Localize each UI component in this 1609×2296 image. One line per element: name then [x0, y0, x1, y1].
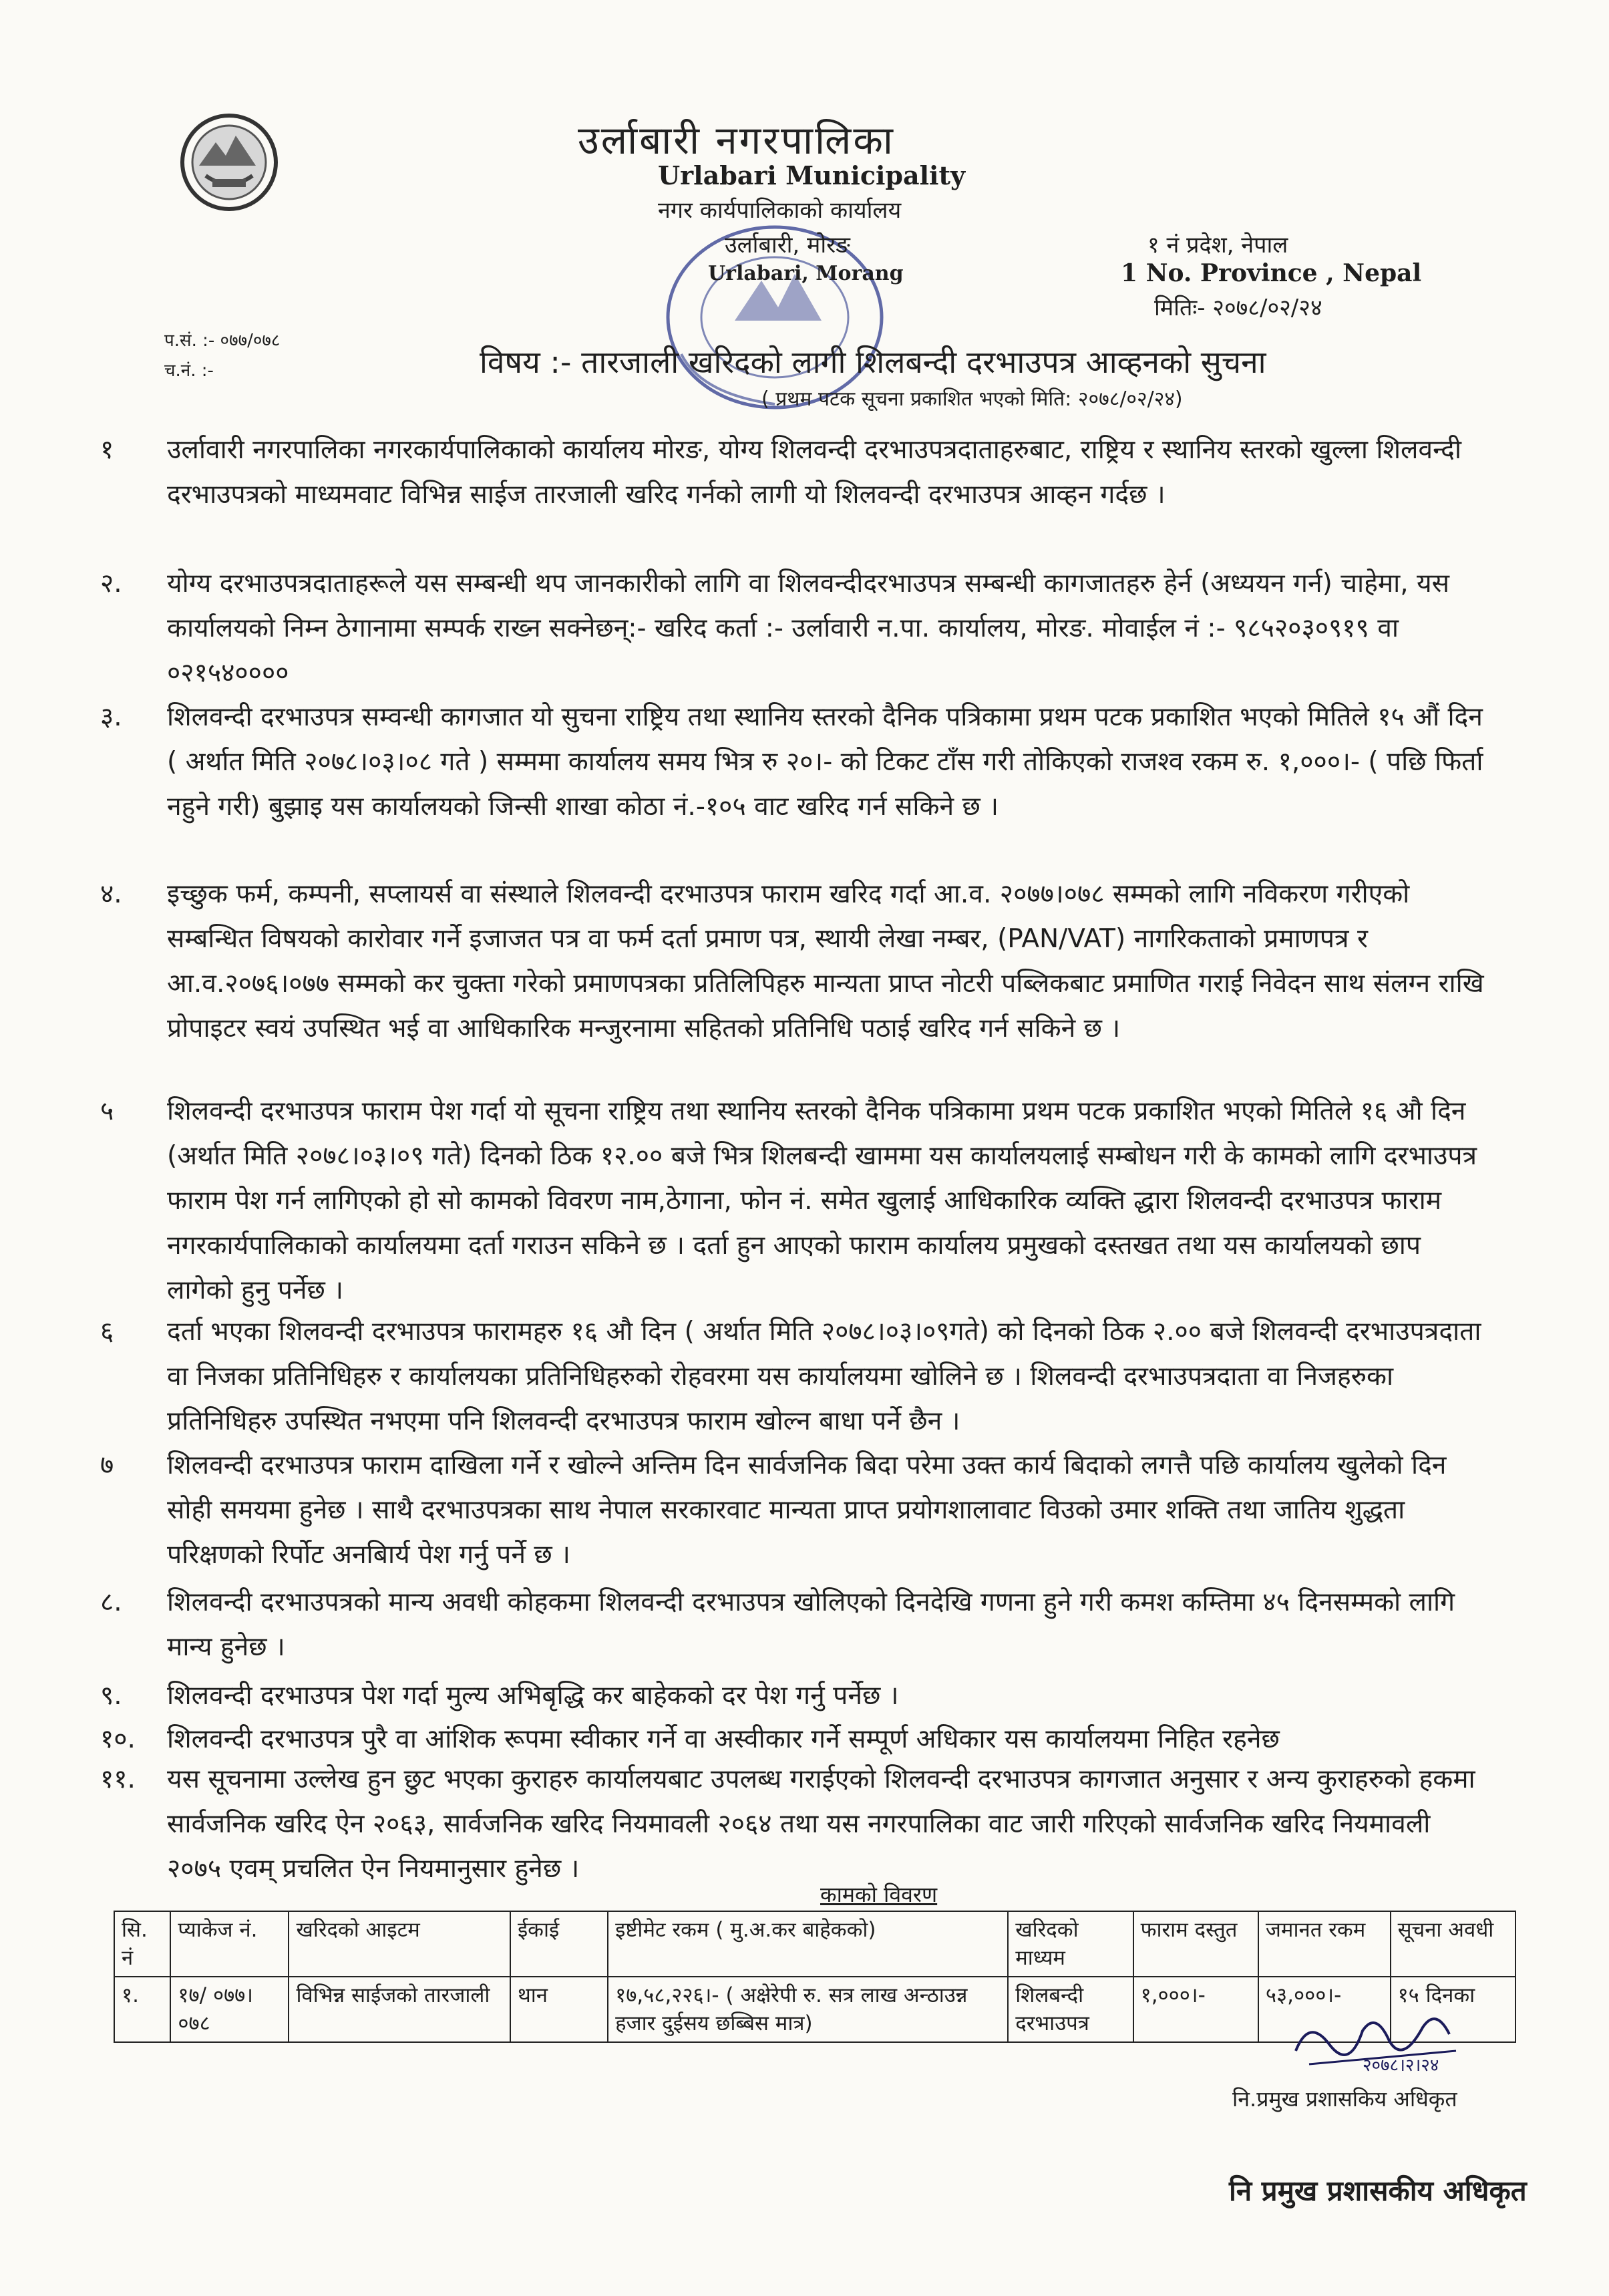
cell-bid-security: ५३,०००।- — [1258, 1977, 1391, 2042]
municipality-name-nepali: उर्लाबारी नगरपालिका — [578, 118, 895, 163]
clause-5 — [100, 1089, 1489, 1313]
clause-2 — [100, 561, 1489, 695]
header-bid-security: जमानत रकम — [1258, 1911, 1391, 1977]
clause-number: ६ — [100, 1317, 114, 1347]
clause-8 — [100, 1580, 1489, 1669]
clause-text: शिलवन्दी दरभाउपत्र पुरै वा आंशिक रूपमा स्वीकार गर्ने वा अस्वीकार गर्ने सम्पूर्ण अधिकार यस कार्यालयमा निहित रहनेछ — [167, 1724, 1280, 1754]
clause-text: शिलवन्दी दरभाउपत्र पेश गर्दा मुल्य अभिबृद्धि कर बाहेकको दर पेश गर्नु पर्नेछ । — [167, 1681, 899, 1711]
clause-6 — [100, 1309, 1489, 1444]
header-package: प्याकेज नं. — [170, 1911, 289, 1977]
first-publication-date: ( प्रथम पटक सूचना प्रकाशित भएको मिति: २०७८/०२/२४) — [761, 387, 1183, 411]
signatory-stamp: नि प्रमुख प्रशासकीय अधिकृत — [1229, 2174, 1527, 2207]
cell-form-fee: १,०००।- — [1133, 1977, 1258, 2042]
handwritten-signature — [1282, 2004, 1483, 2078]
header-estimate: इष्टीमेट रकम ( मु.अ.कर बाहेकको) — [608, 1911, 1008, 1977]
clause-number: ८. — [100, 1587, 122, 1617]
location-english: Urlabari, Morang — [708, 262, 904, 285]
clause-number: १ — [100, 435, 114, 465]
clause-number: ९. — [100, 1681, 122, 1711]
header-item: खरिदको आइटम — [289, 1911, 510, 1977]
header-method: खरिदको माध्यम — [1008, 1911, 1133, 1977]
letter-reference-number: प.सं. :- ०७७/०७८ — [164, 331, 281, 351]
clause-11 — [100, 1757, 1489, 1891]
clause-7 — [100, 1443, 1489, 1577]
clause-number: ११. — [100, 1764, 136, 1794]
cell-package: १७/ ०७७।०७८ — [170, 1977, 289, 2042]
clause-number: ७ — [100, 1450, 114, 1480]
cell-unit: थान — [510, 1977, 608, 2042]
clause-10 — [100, 1717, 1489, 1762]
clause-text: शिलवन्दी दरभाउपत्रको मान्य अवधी कोहकमा शिलवन्दी दरभाउपत्र खोलिएको दिनदेखि गणना हुने गरी कमश कम्तिमा ४५ दिनसम्मको लागि मान्य हुनेछ । — [167, 1587, 1455, 1662]
clause-1 — [100, 428, 1489, 517]
clause-text: योग्य दरभाउपत्रदाताहरूले यस सम्बन्धी थप जानकारीको लागि वा शिलवन्दीदरभाउपत्र सम्बन्धी कागजातहरु हेर्न (अध्ययन गर्न) चाहेमा, यस कार्यालयको निम्न ठेगानामा सम्पर्क राख्न सक्नेछन्:- खरिद कर्ता :- उर्लावारी न.पा. कार्यालय, मोरङ. मोवाईल नं :- ९८५२०३०९१९ वा ०२१५४०००० — [167, 568, 1450, 688]
clause-text: उर्लावारी नगरपालिका नगरकार्यपालिकाको कार्यालय मोरङ, योग्य शिलवन्दी दरभाउपत्रदाताहरुबाट, राष्ट्रिय र स्थानिय स्तरको खुल्ला शिलवन्दी दरभाउपत्रको माध्यमवाट विभिन्न साईज तारजाली खरिद गर्नको लागी यो शिलवन्दी दरभाउपत्र आव्हन गर्दछ । — [167, 435, 1461, 510]
notice-subject: विषय :- तारजाली खरिदको लागी शिलबन्दी दरभाउपत्र आव्हनको सुचना — [480, 344, 1266, 380]
clause-text: शिलवन्दी दरभाउपत्र फाराम दाखिला गर्ने र खोल्ने अन्तिम दिन सार्वजनिक बिदा परेमा उक्त कार्य बिदाको लगत्तै पछि कार्यालय खुलेको दिन सोही समयमा हुनेछ । साथै दरभाउपत्रका साथ नेपाल सरकारवाट मान्यता प्राप्त प्रयोगशालावाट विउको उमार शक्ति तथा जातिय शुद्धता परिक्षणको रिर्पोट अनबिार्य पेश गर्नु पर्ने छ । — [167, 1450, 1447, 1570]
clause-text: शिलवन्दी दरभाउपत्र सम्वन्धी कागजात यो सुचना राष्ट्रिय तथा स्थानिय स्तरको दैनिक पत्रिकामा प्रथम पटक प्रकाशित भएको मितिले १५ औं दिन ( अर्थात मिति २०७८।०३।०८ गते ) सम्ममा कार्यालय समय भित्र रु २०।- को टिकट टाँस गरी तोकिएको राजश्व रकम रु. १,०००।- ( पछि फिर्ता नहुने गरी) बुझाइ यस कार्यालयको जिन्सी शाखा कोठा नं.-१०५ वाट खरिद गर्न सकिने छ । — [167, 702, 1483, 822]
signature-icon — [1282, 2004, 1483, 2078]
emblem-icon — [179, 112, 279, 212]
clause-number: १०. — [100, 1724, 136, 1754]
province-nepali: १ नं प्रदेश, नेपाल — [1147, 232, 1288, 259]
clause-number: ५ — [100, 1096, 114, 1126]
table-header-row — [114, 1911, 1515, 1977]
clause-9 — [100, 1673, 1489, 1718]
nepal-emblem-logo — [179, 112, 279, 212]
cell-serial: १. — [114, 1977, 170, 2042]
cell-estimate: १७,५८,२२६।- ( अक्षेरेपी रु. सत्र लाख अन्ठाउन्न हजार दुईसय छब्बिस मात्र) — [608, 1977, 1008, 2042]
dispatch-number: च.नं. :- — [164, 361, 214, 381]
clause-3 — [100, 695, 1489, 829]
table-caption: कामको विवरण — [820, 1882, 938, 1907]
cell-item: विभिन्न साईजको तारजाली — [289, 1977, 510, 2042]
header-unit: ईकाई — [510, 1911, 608, 1977]
header-notice-period: सूचना अवधी — [1391, 1911, 1515, 1977]
clause-number: २. — [100, 568, 122, 599]
clause-text: यस सूचनामा उल्लेख हुन छुट भएका कुराहरु कार्यालयबाट उपलब्ध गराईएको शिलवन्दी दरभाउपत्र कागजात अनुसार र अन्य कुराहरुको हकमा सार्वजनिक खरिद ऐन २०६३, सार्वजनिक खरिद नियमावली २०६४ तथा यस नगरपालिका वाट जारी गरिएको सार्वजनिक खरिद नियमावली २०७५ एवम् प्रचलित ऐन नियमानुसार हुनेछ । — [167, 1764, 1475, 1884]
signatory-title: नि.प्रमुख प्रशासकिय अधिकृत — [1232, 2086, 1457, 2112]
notice-date: मितिः- २०७८/०२/२४ — [1154, 295, 1322, 321]
clause-number: ४. — [100, 879, 122, 909]
header-form-fee: फाराम दस्तुत — [1133, 1911, 1258, 1977]
signature-date: २०७८।२।२४ — [1363, 2056, 1439, 2076]
cell-notice-period: १५ दिनका — [1391, 1977, 1515, 2042]
clause-text: इच्छुक फर्म, कम्पनी, सप्लायर्स वा संस्थाले शिलवन्दी दरभाउपत्र फाराम खरिद गर्दा आ.व. २०७७।०७८ सम्मको लागि नविकरण गरीएको सम्बन्धित विषयको कारोवार गर्ने इजाजत पत्र वा फर्म दर्ता प्रमाण पत्र, स्थायी लेखा नम्बर, (PAN/VAT) नागरिकताको प्रमाणपत्र र आ.व.२०७६।०७७ सम्मको कर चुक्ता गरेको प्रमाणपत्रका प्रतिलिपिहरु मान्यता प्राप्त नोटरी पब्लिकबाट प्रमाणित गराई निवेदन साथ संलग्न राखि प्रोपाइटर स्वयं उपस्थित भई वा आधिकारिक मन्जुरनामा सहितको प्रतिनिधि पठाई खरिद गर्न सकिने छ । — [167, 879, 1484, 1043]
cell-method: शिलबन्दी दरभाउपत्र — [1008, 1977, 1133, 2042]
clause-text: दर्ता भएका शिलवन्दी दरभाउपत्र फारामहरु १६ औ दिन ( अर्थात मिति २०७८।०३।०९गते) को दिनको ठिक २.०० बजे शिलवन्दी दरभाउपत्रदाता वा निजका प्रतिनिधिहरु र कार्यालयका प्रतिनिधिहरुको रोहवरमा यस कार्यालयमा खोलिने छ । शिलवन्दी दरभाउपत्रदाता वा निजहरुका प्रतिनिधिहरु उपस्थित नभएमा पनि शिलवन्दी दरभाउपत्र फाराम खोल्न बाधा पर्ने छैन । — [167, 1317, 1481, 1436]
province-english: 1 No. Province , Nepal — [1121, 259, 1422, 287]
location-nepali: उर्लाबारी, मोरङ — [725, 232, 850, 259]
header-serial: सि. नं — [114, 1911, 170, 1977]
municipality-name-english: Urlabari Municipality — [658, 160, 966, 190]
office-name: नगर कार्यपालिकाको कार्यालय — [658, 197, 902, 224]
clause-text: शिलवन्दी दरभाउपत्र फाराम पेश गर्दा यो सूचना राष्ट्रिय तथा स्थानिय स्तरको दैनिक पत्रिकामा प्रथम पटक प्रकाशित भएको मितिले १६ औ दिन (अर्थात मिति २०७८।०३।०९ गते) दिनको ठिक १२.०० बजे भित्र शिलबन्दी खाममा यस कार्यालयलाई सम्बोधन गरी के कामको लागि दरभाउपत्र फाराम पेश गर्न लागिएको हो सो कामको विवरण नाम,ठेगाना, फोन नं. समेत खुलाई आधिकारिक व्यक्ति द्धारा शिलवन्दी दरभाउपत्र फाराम नगरकार्यपालिकाको कार्यालयमा दर्ता गराउन सकिने छ । दर्ता हुन आएको फाराम कार्यालय प्रमुखको दस्तखत तथा यस कार्यालयको छाप लागेको हुनु पर्नेछ । — [167, 1096, 1477, 1305]
clause-4 — [100, 872, 1489, 1051]
clause-number: ३. — [100, 702, 122, 732]
